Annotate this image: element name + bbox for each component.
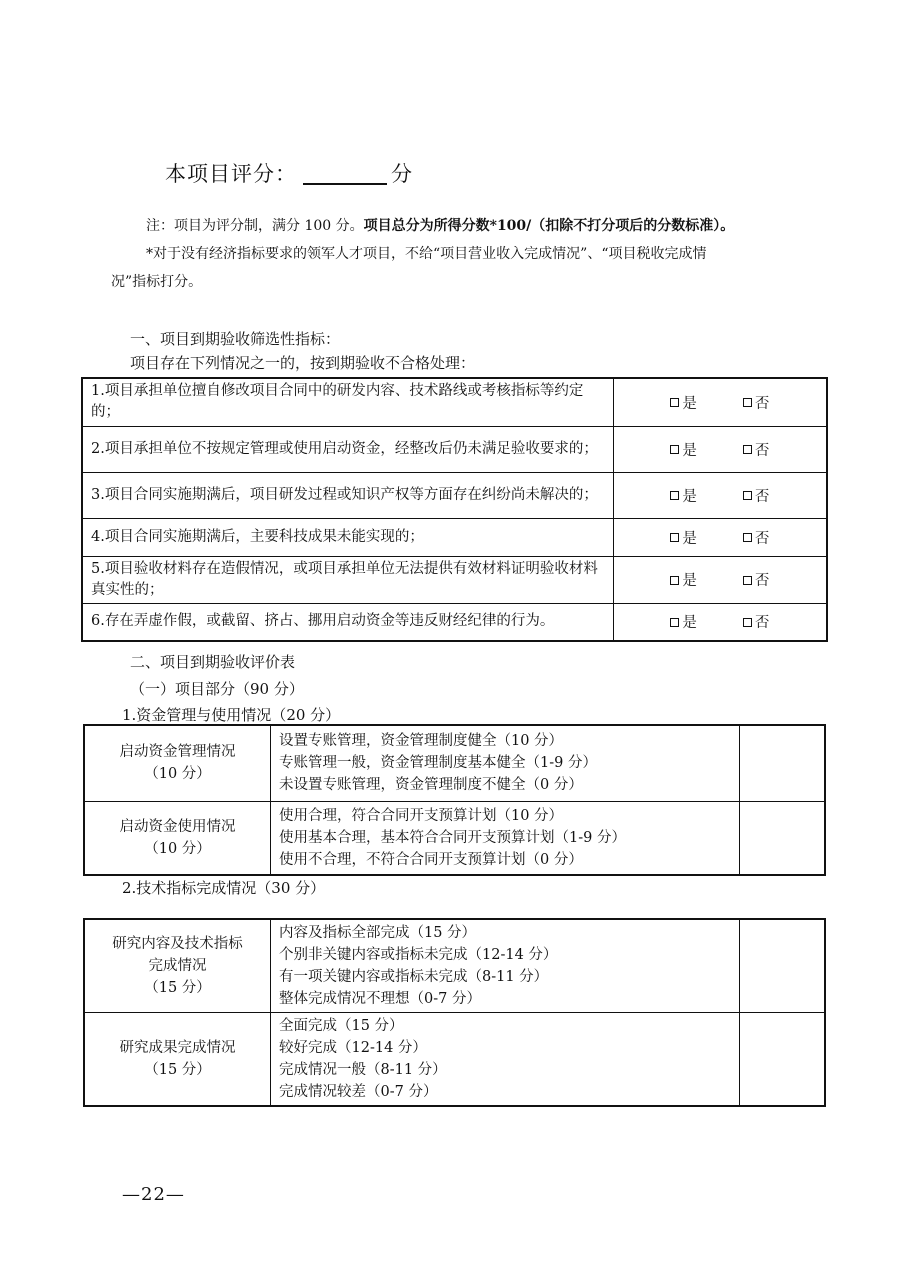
fund-management-table: [83, 724, 826, 876]
checkbox-icon: [670, 576, 679, 585]
note-line-3: 况”指标打分。: [111, 274, 203, 290]
checkbox-icon: [670, 533, 679, 542]
yes-option[interactable]: 是: [670, 527, 697, 548]
page-number: —22—: [122, 1184, 185, 1205]
screening-item-5: 5.项目验收材料存在造假情况，或项目承担单位无法提供有效材料证明验收材料真实性的；: [82, 556, 613, 603]
no-option[interactable]: 否: [743, 611, 770, 632]
score-suffix: 分: [391, 162, 413, 186]
no-option[interactable]: 否: [743, 439, 770, 460]
screening-item-6: 6.存在弄虚作假，或截留、挤占、挪用启动资金等违反财经纪律的行为。: [82, 603, 613, 641]
checkbox-icon: [743, 491, 752, 500]
checkbox-icon: [743, 576, 752, 585]
table-row: [84, 725, 825, 801]
note-normal: 注：项目为评分制，满分 100 分。: [146, 218, 364, 234]
checkbox-icon: [670, 491, 679, 500]
criteria-cell: 全面完成（15 分） 较好完成（12-14 分） 完成情况一般（8-11 分） 完成情况较差（0-7 分）: [271, 1013, 740, 1107]
table-row: [84, 801, 825, 875]
no-option[interactable]: 否: [743, 569, 770, 590]
score-input-cell[interactable]: [740, 801, 826, 875]
table-row: [84, 1013, 825, 1107]
table-row: [82, 556, 827, 603]
checkbox-icon: [670, 618, 679, 627]
note-line-2: *对于没有经济指标要求的领军人才项目，不给“项目营业收入完成情况”、“项目税收完成情: [146, 246, 707, 262]
no-option[interactable]: 否: [743, 392, 770, 413]
screening-item-3: 3.项目合同实施期满后，项目研发过程或知识产权等方面存在纠纷尚未解决的；: [82, 472, 613, 518]
screening-item-4: 4.项目合同实施期满后，主要科技成果未能实现的；: [82, 518, 613, 556]
note-line-1: [146, 212, 734, 240]
category-cell: 研究内容及技术指标 完成情况 （15 分）: [84, 919, 271, 1013]
table-row: [82, 426, 827, 472]
criteria-cell: 内容及指标全部完成（15 分） 个别非关键内容或指标未完成（12-14 分） 有一项关键内容或指标未完成（8-11 分） 整体完成情况不理想（0-7 分）: [271, 919, 740, 1013]
criteria-cell: 设置专账管理，资金管理制度健全（10 分） 专账管理一般，资金管理制度基本健全（1-9 分） 未设置专账管理，资金管理制度不健全（0 分）: [271, 725, 740, 801]
section2-sub1: （一）项目部分（90 分）: [130, 680, 304, 698]
screening-item-1: 1.项目承担单位擅自修改项目合同中的研发内容、技术路线或考核指标等约定的；: [82, 378, 613, 426]
yes-option[interactable]: 是: [670, 611, 697, 632]
yes-option[interactable]: 是: [670, 439, 697, 460]
checkbox-icon: [743, 398, 752, 407]
table-row: [82, 603, 827, 641]
no-option[interactable]: 否: [743, 485, 770, 506]
yes-option[interactable]: 是: [670, 485, 697, 506]
score-input-cell[interactable]: [740, 725, 826, 801]
category-cell: 启动资金管理情况 （10 分）: [84, 725, 271, 801]
criteria-cell: 使用合理，符合合同开支预算计划（10 分） 使用基本合理，基本符合合同开支预算计划（1-9 分） 使用不合理，不符合合同开支预算计划（0 分）: [271, 801, 740, 875]
table-row: [84, 919, 825, 1013]
score-blank-field[interactable]: [303, 165, 387, 185]
table-row: [82, 472, 827, 518]
table-row: [82, 518, 827, 556]
checkbox-icon: [743, 618, 752, 627]
score-input-cell[interactable]: [740, 919, 826, 1013]
section2-title: 二、项目到期验收评价表: [130, 653, 296, 671]
category-cell: 启动资金使用情况 （10 分）: [84, 801, 271, 875]
project-score-line: [165, 158, 413, 188]
score-input-cell[interactable]: [740, 1013, 826, 1107]
no-option[interactable]: 否: [743, 527, 770, 548]
category-cell: 研究成果完成情况 （15 分）: [84, 1013, 271, 1107]
yes-option[interactable]: 是: [670, 392, 697, 413]
screening-table: [81, 377, 828, 642]
group1-title: 1.资金管理与使用情况（20 分）: [122, 706, 341, 724]
section1-intro: 项目存在下列情况之一的，按到期验收不合格处理：: [130, 354, 476, 372]
screening-item-2: 2.项目承担单位不按规定管理或使用启动资金，经整改后仍未满足验收要求的；: [82, 426, 613, 472]
checkbox-icon: [670, 398, 679, 407]
note-bold: 项目总分为所得分数*100/（扣除不打分项后的分数标准）。: [363, 218, 735, 234]
section1-title: 一、项目到期验收筛选性指标：: [130, 330, 341, 348]
checkbox-icon: [743, 445, 752, 454]
checkbox-icon: [743, 533, 752, 542]
table-row: [82, 378, 827, 426]
tech-indicator-table: [83, 918, 826, 1107]
checkbox-icon: [670, 445, 679, 454]
score-label: 本项目评分：: [165, 162, 297, 186]
yes-option[interactable]: 是: [670, 569, 697, 590]
group2-title: 2.技术指标完成情况（30 分）: [122, 879, 326, 897]
